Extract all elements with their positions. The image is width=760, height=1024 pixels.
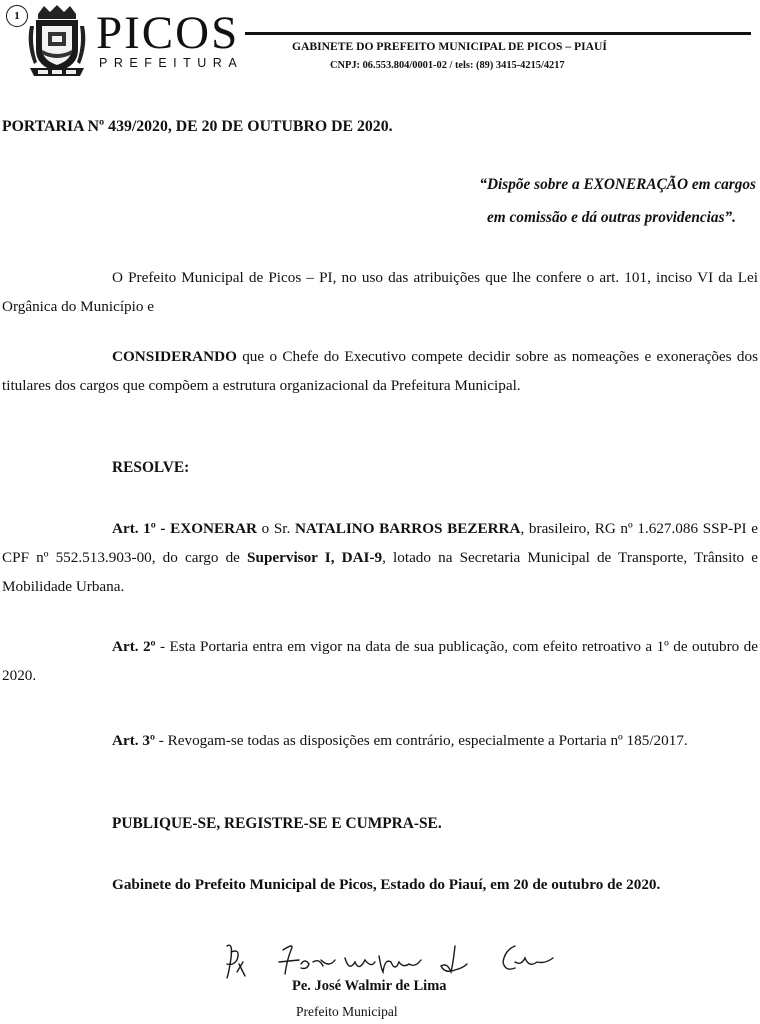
page-number: 1 — [6, 5, 28, 27]
publish-heading: PUBLIQUE-SE, REGISTRE-SE E CUMPRA-SE. — [112, 815, 442, 832]
signer-role: Prefeito Municipal — [296, 1004, 398, 1019]
closing-paragraph: Gabinete do Prefeito Municipal de Picos, Estado do Piauí, em 20 de outubro de 2020. — [112, 876, 661, 893]
municipal-crest-icon — [24, 4, 90, 82]
art1-text-c: , lotado na Secretaria Municipal de Transporte, Trânsito e Mobilidade Urbana. — [2, 549, 758, 595]
document-title: PORTARIA Nº 439/2020, DE 20 DE OUTUBRO DE 2020. — [2, 118, 393, 135]
preamble-paragraph: O Prefeito Municipal de Picos – PI, no uso das atribuições que lhe confere o art. 101, inciso VI da Lei Orgânica do Município e — [2, 269, 758, 315]
art1-person: NATALINO BARROS BEZERRA — [294, 520, 521, 537]
art2-text: - Esta Portaria entra em vigor na data de sua publicação, com efeito retroativo a 1º de outubro de 2020. — [2, 638, 759, 684]
article-3 — [2, 726, 758, 755]
art3-text: - Revogam-se todas as disposições em contrário, especialmente a Portaria nº 185/2017. — [154, 732, 688, 749]
art1-position: Supervisor I, DAI-9 — [247, 549, 383, 566]
considering-label: CONSIDERANDO — [112, 348, 237, 365]
considering-paragraph — [2, 342, 758, 400]
art1-text-b: , brasileiro, RG nº 1.627.086 SSP-PI e CPF nº 552.513.903-00, do cargo de — [2, 520, 758, 566]
art1-action: EXONERAR — [170, 520, 258, 537]
article-2 — [2, 632, 758, 690]
article-1 — [2, 514, 758, 601]
brand-name: PICOS — [96, 7, 240, 59]
art1-label: Art. 1º - — [112, 520, 171, 537]
summary-line-2: em comissão e dá outras providencias”. — [487, 209, 736, 226]
resolve-heading: RESOLVE: — [112, 459, 190, 476]
brand-subtitle: PREFEITURA — [99, 56, 244, 70]
art2-label: Art. 2º — [112, 638, 156, 655]
art1-text-a: o Sr. — [257, 520, 295, 537]
header-rule — [245, 32, 751, 35]
signer-name: Pe. José Walmir de Lima — [292, 978, 447, 994]
office-contact: CNPJ: 06.553.804/0001-02 / tels: (89) 3415-4215/4217 — [330, 60, 565, 71]
art3-label: Art. 3º — [112, 732, 155, 749]
office-title: GABINETE DO PREFEITO MUNICIPAL DE PICOS – PIAUÍ — [292, 40, 607, 53]
considering-text: que o Chefe do Executivo compete decidir sobre as nomeações e exonerações dos titulares dos cargos que compõem a estrutura organizacional da Prefeitura Municipal. — [2, 348, 758, 394]
summary-line-1: “Dispõe sobre a EXONERAÇÃO em cargos — [479, 176, 756, 193]
